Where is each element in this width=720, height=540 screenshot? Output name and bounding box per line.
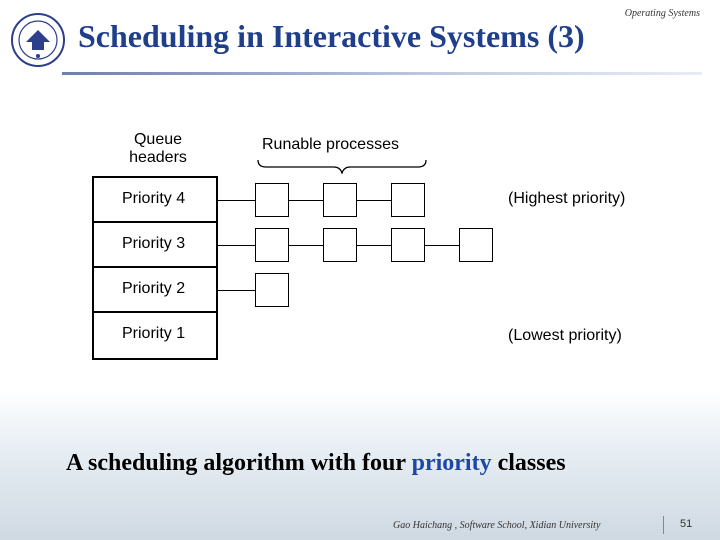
priority-row (94, 178, 216, 223)
course-label: Operating Systems (624, 8, 700, 19)
slide-caption (66, 450, 566, 477)
queue-link (289, 245, 323, 246)
caption-text-end: classes (491, 450, 566, 476)
priority-queue-headers (92, 176, 218, 360)
highest-priority-note: (Highest priority) (508, 190, 626, 207)
runable-brace-icon (256, 158, 428, 174)
priority-label: Priority 1 (122, 325, 186, 342)
queue-link (357, 200, 391, 201)
queue-link (357, 245, 391, 246)
process-box (255, 183, 289, 217)
process-box (323, 183, 357, 217)
process-box (255, 228, 289, 262)
runable-processes-label: Runable processes (262, 136, 399, 153)
caption-text-start: A scheduling algorithm with four (66, 450, 412, 476)
priority-row (94, 268, 216, 313)
priority-row (94, 223, 216, 268)
university-logo-icon (10, 12, 66, 68)
queue-link (289, 200, 323, 201)
queue-link (218, 200, 255, 201)
footer-credit: Gao Haichang , Software School, Xidian University (393, 520, 601, 531)
queue-headers-label: Queue headers (129, 131, 187, 166)
process-box (391, 183, 425, 217)
process-box (391, 228, 425, 262)
priority-label: Priority 3 (122, 235, 186, 252)
queue-link (425, 245, 459, 246)
footer-divider (663, 516, 664, 534)
caption-highlight: priority (411, 450, 492, 476)
slide-title: Scheduling in Interactive Systems (3) (78, 18, 585, 54)
title-underline (62, 72, 702, 75)
priority-label: Priority 4 (122, 190, 186, 207)
lowest-priority-note: (Lowest priority) (508, 327, 622, 344)
priority-label: Priority 2 (122, 280, 186, 297)
process-box (323, 228, 357, 262)
queue-link (218, 290, 255, 291)
process-box (255, 273, 289, 307)
queue-link (218, 245, 255, 246)
process-box (459, 228, 493, 262)
priority-row (94, 313, 216, 358)
page-number: 51 (680, 518, 693, 530)
